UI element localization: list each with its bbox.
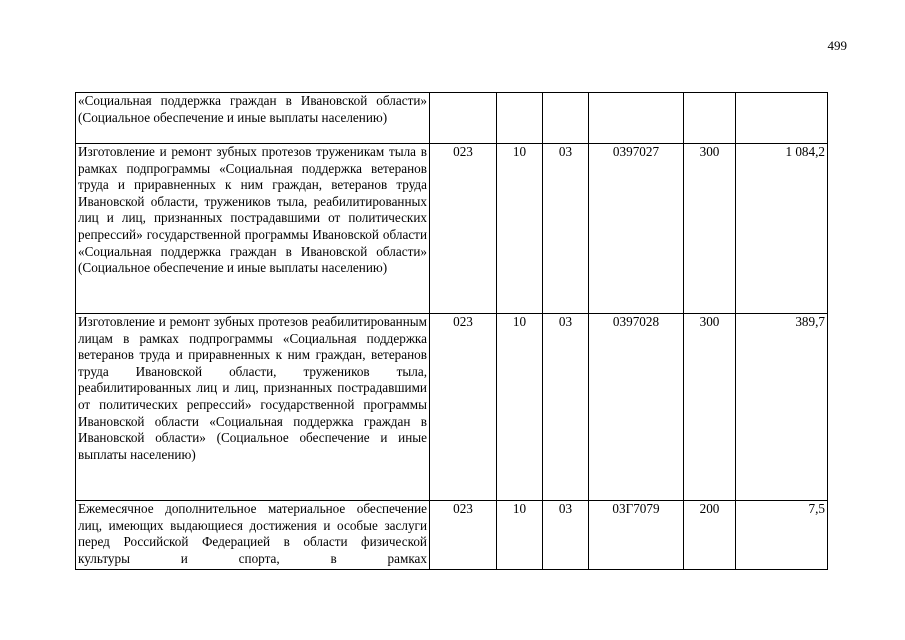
page-number: 499	[827, 38, 847, 53]
table-row	[76, 93, 828, 144]
section-code: 10	[497, 314, 543, 501]
row-description: Изготовление и ремонт зубных протезов труженикам тыла в рамках подпрограммы «Социальная поддержка ветеранов труда и приравненных к ним граждан, ветеранов труда Ивановской области, тружеников тыла, реабилитированных лиц и лиц, признанных пострадавшими от политических репрессий» государственной программы Ивановской области «Социальная поддержка граждан в Ивановской области» (Социальное обеспечение и иные выплаты населению)	[76, 144, 430, 314]
row-description: Ежемесячное дополнительное материальное обеспечение лиц, имеющих выдающиеся достижения и особые заслуги перед Российской Федерацией в области физической культуры и спорта, в рамках	[76, 501, 430, 570]
row-description: «Социальная поддержка граждан в Ивановской области» (Социальное обеспечение и иные выплаты населению)	[76, 93, 430, 144]
amount	[736, 93, 828, 144]
section-code: 10	[497, 501, 543, 570]
row-description: Изготовление и ремонт зубных протезов реабилитированным лицам в рамках подпрограммы «Социальная поддержка ветеранов труда и приравненных к ним граждан, ветеранов труда Ивановской области, тружеников тыла, реабилитированных лиц и лиц, признанных пострадавшими от политических репрессий» государственной программы Ивановской области «Социальная поддержка граждан в Ивановской области» (Социальное обеспечение и иные выплаты населению)	[76, 314, 430, 501]
expense-type-code: 200	[684, 501, 736, 570]
target-article-code: 03Г7079	[589, 501, 684, 570]
amount: 7,5	[736, 501, 828, 570]
expense-type-code: 300	[684, 144, 736, 314]
ministry-code: 023	[430, 314, 497, 501]
table-row	[76, 501, 828, 570]
target-article-code: 0397028	[589, 314, 684, 501]
subsection-code: 03	[543, 144, 589, 314]
budget-table	[75, 92, 828, 570]
ministry-code	[430, 93, 497, 144]
section-code	[497, 93, 543, 144]
target-article-code	[589, 93, 684, 144]
subsection-code: 03	[543, 501, 589, 570]
amount: 389,7	[736, 314, 828, 501]
target-article-code: 0397027	[589, 144, 684, 314]
amount: 1 084,2	[736, 144, 828, 314]
expense-type-code	[684, 93, 736, 144]
section-code: 10	[497, 144, 543, 314]
table-row	[76, 314, 828, 501]
expense-type-code: 300	[684, 314, 736, 501]
table-row	[76, 144, 828, 314]
subsection-code: 03	[543, 314, 589, 501]
ministry-code: 023	[430, 501, 497, 570]
subsection-code	[543, 93, 589, 144]
ministry-code: 023	[430, 144, 497, 314]
